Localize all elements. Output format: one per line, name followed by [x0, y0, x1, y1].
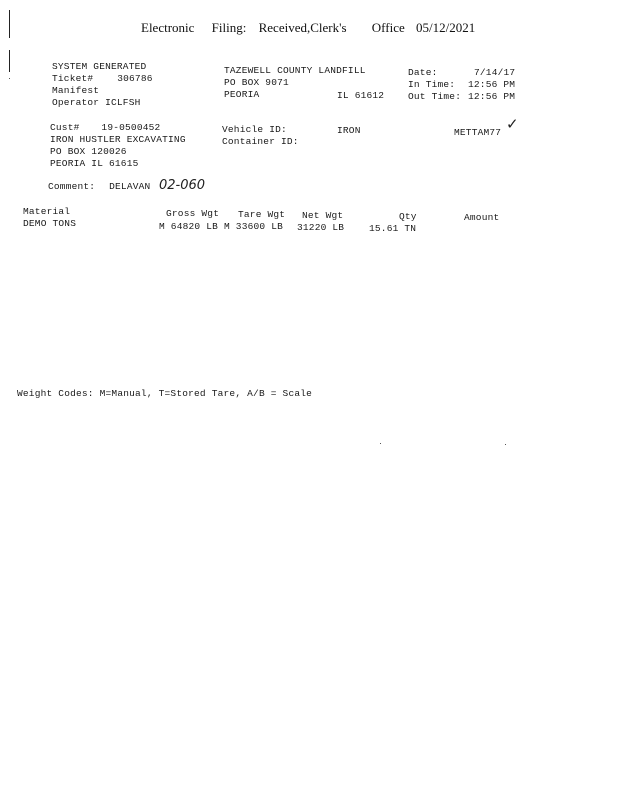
out-time-label: Out Time: [408, 91, 462, 102]
filing-word-filing: Filing: [211, 20, 247, 35]
filing-word-electronic: Electronic [141, 20, 195, 35]
system-generated-label: SYSTEM GENERATED [52, 61, 147, 72]
out-time-value: 12:56 PM [468, 91, 516, 102]
col-header-amount: Amount [464, 212, 500, 223]
vehicle-code: METTAM77 [454, 127, 502, 138]
scan-speck [9, 78, 10, 79]
landfill-state-zip: IL 61612 [337, 90, 385, 101]
filing-date: 05/12/2021 [415, 20, 476, 35]
cell-material: DEMO TONS [23, 218, 77, 229]
operator-label: Operator ICLFSH [52, 97, 141, 108]
filing-header [141, 20, 475, 36]
filing-word-office: Office [371, 20, 405, 35]
customer-line [50, 122, 160, 133]
ticket-line [52, 73, 153, 84]
weight-codes-legend: Weight Codes: M=Manual, T=Stored Tare, A/B = Scale [17, 388, 313, 399]
scan-speck [505, 444, 506, 445]
vehicle-id-value: IRON [337, 125, 361, 136]
cell-net: 31220 LB [297, 222, 345, 233]
customer-po-box: PO BOX 120026 [50, 146, 127, 157]
container-id-label: Container ID: [222, 136, 299, 147]
date-value: 7/14/17 [474, 67, 516, 78]
scan-edge-mark [9, 50, 10, 72]
comment-line [48, 181, 150, 192]
scan-speck [380, 443, 381, 444]
landfill-city: PEORIA [224, 89, 260, 100]
comment-label: Comment: [48, 181, 96, 192]
in-time-value: 12:56 PM [468, 79, 516, 90]
scan-edge-mark [9, 10, 10, 38]
cell-gross: M 64820 LB [159, 221, 219, 232]
landfill-name: TAZEWELL COUNTY LANDFILL [224, 65, 366, 76]
date-label: Date: [408, 67, 438, 78]
ticket-label: Ticket# [52, 73, 94, 84]
landfill-po-box: PO BOX 9071 [224, 77, 289, 88]
cell-qty: 15.61 TN [369, 223, 417, 234]
checkmark-icon: ✓ [506, 115, 519, 133]
vehicle-id-label: Vehicle ID: [222, 124, 287, 135]
customer-city: PEORIA IL 61615 [50, 158, 139, 169]
manifest-label: Manifest [52, 85, 100, 96]
col-header-tare: Tare Wgt [238, 209, 286, 220]
customer-name: IRON HUSTLER EXCAVATING [50, 134, 186, 145]
col-header-gross: Gross Wgt [166, 208, 220, 219]
handwritten-note: 02-060 [159, 178, 206, 193]
col-header-material: Material [23, 206, 71, 217]
ticket-number: 306786 [117, 73, 153, 84]
col-header-net: Net Wgt [302, 210, 344, 221]
cust-label: Cust# [50, 122, 80, 133]
in-time-label: In Time: [408, 79, 456, 90]
cust-number: 19-0500452 [101, 122, 161, 133]
filing-word-received: Received,Clerk's [258, 20, 347, 35]
col-header-qty: Qty [399, 211, 417, 222]
cell-tare: M 33600 LB [224, 221, 284, 232]
comment-value: DELAVAN [109, 181, 151, 192]
